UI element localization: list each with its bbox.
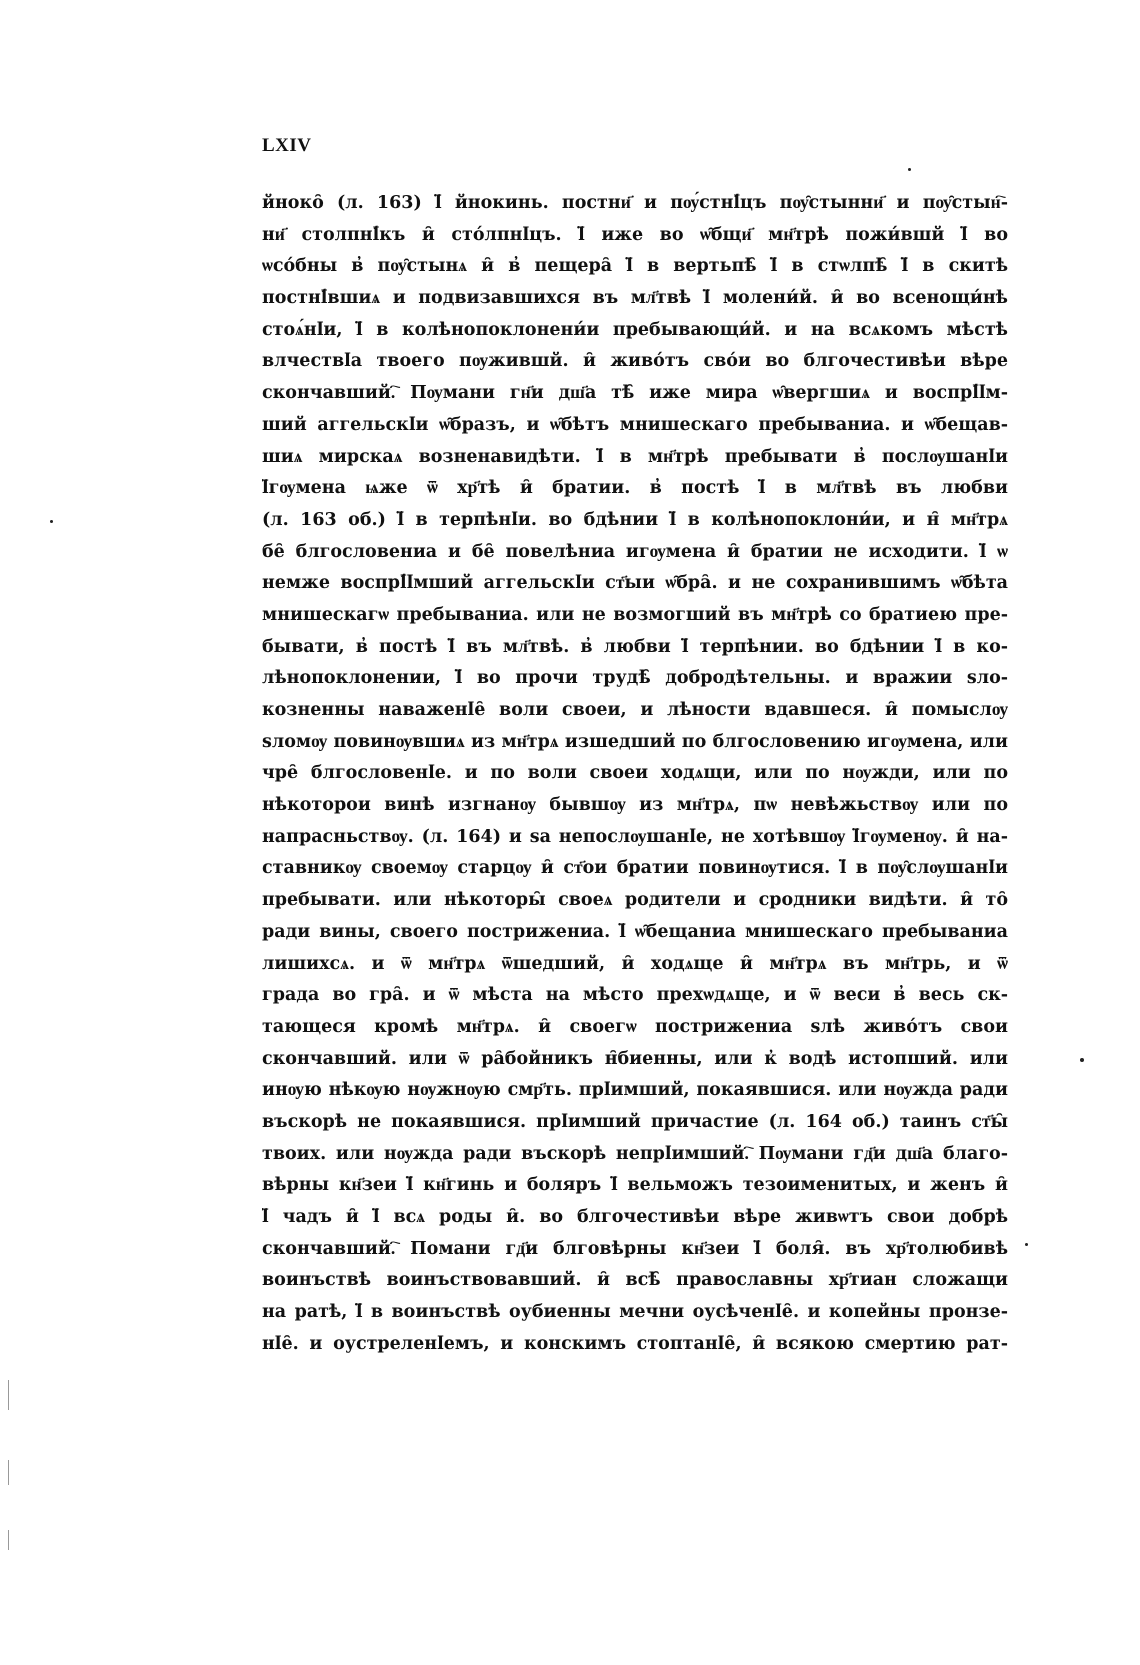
- text-line: бе̑ блгословениа и бе̑ повелѣниа игѹмена и̑ братии не исходити. ӏ̈ ѡ: [262, 541, 1008, 562]
- text-line: ӏ̈ чадъ и̑ ӏ̈ всѧ роды и̑. во блгочестивѣи вѣре живѡтъ свои добрѣ: [262, 1207, 1008, 1227]
- text-line: йноко̑ (л. 163) ӏ̈ йнокинь. постни҃ и пѹ́стнӏ́цъ пѹ̑стынни҃ и пѹ̑стын҇-: [262, 193, 1008, 213]
- text-line: ни҃ столпнӏ́къ и̑ сто́лпнӏцъ. ӏ̈ иже во ѡ̑бщи҃ мн҃трѣ пожи́вшй ӏ̈ во: [262, 224, 1008, 245]
- text-line: влчествӏа твоего пѹжившй. и̑ живо́тъ сво́и во блгочестивѣи вѣре: [262, 351, 1008, 372]
- scan-speck: [1025, 1243, 1028, 1246]
- text-line: козненны наваженӏе̑ воли своеи, и лѣности вдавшеся. и̑ помыслѹ: [262, 700, 1008, 720]
- scan-speck: [1080, 1058, 1084, 1062]
- text-body: [262, 188, 1008, 1360]
- text-line: въскорѣ не покаявшися. прӏимший причастие (л. 164 об.) таинъ ст҃ы̑: [262, 1111, 1008, 1132]
- text-line: на ратѣ, ӏ̈ в воинъствѣ оубиенны мечни оусѣченӏе̑. и копейны пронзе-: [262, 1302, 1008, 1323]
- text-line: стоѧ́нӏи, ӏ̈ в колѣнопоклонени́и пребывающи́й. и на всѧкомъ мѣстѣ: [262, 319, 1008, 340]
- scan-margin-mark: [8, 1460, 9, 1485]
- text-line: немже воспрӏ́ӏмший аггельскӏи ст҃ыи ѡ̑бра̑. и не сохранившимъ ѡ̑бѣта: [262, 573, 1008, 594]
- text-line: бывати, в̓ постѣ ӏ̈ въ мл҃твѣ. в̓ любви ӏ̈ терпѣнии. во бдѣнии ӏ̈ в ко-: [262, 636, 1008, 657]
- text-line: чре̑ блгословенӏе. и по воли своеи ходѧщи, или по нѹжди, или по: [262, 763, 1008, 784]
- text-line: твоих. или нѹжда ради въскорѣ непрӏимший.҇ Пѹмани гд҃и дш҃а благо-: [262, 1143, 1008, 1164]
- text-line: (л. 163 об.) ӏ̈ в терпѣнӏи. во бдѣнии ӏ̈ в колѣнопоклони́и, и н̑ мн҃трѧ: [262, 509, 1008, 530]
- text-line: скончавший.҇ Помани гд҃и блговѣрны кн҃зеи ӏ̈ боля̑. въ хр҃толюбивѣ: [262, 1238, 1008, 1259]
- text-line: напрасньствѹ. (л. 164) и ѕа непослѹшанӏе, не хотѣвшѹ ӏ̈гѹменѹ. и̑ на-: [262, 826, 1008, 847]
- text-line: града во гра̑. и ѿ мѣста на мѣсто прехѡдѧще, и ѿ веси в̓ весь ск-: [262, 985, 1008, 1006]
- page-number: LXIV: [262, 135, 312, 156]
- text-line: постнӏ́вшиѧ и подвизавшихся въ мл҃твѣ ӏ̈ молени́й. и̑ во всенощи́нѣ: [262, 288, 1008, 309]
- scan-speck: [908, 168, 911, 171]
- scan-margin-mark: [8, 1530, 9, 1550]
- text-line: пребывати. или нѣкоторы̑ своеѧ родители и сродники видѣти. и̑ то̑: [262, 890, 1008, 911]
- text-line: шиѧ мирскаѧ возненавидѣти. ӏ̈ в мн҃трѣ пребывати в̓ послѹшанӏи: [262, 446, 1008, 467]
- text-line: ставникѹ своемѹ старцѹ и̑ ст҃ои братии повинѹтися. ӏ̈ в пѹ̑слѹшанӏи: [262, 858, 1008, 879]
- text-line: мнишескагѡ пребываниа. или не возмогший въ мн҃трѣ со братиею пре-: [262, 604, 1008, 625]
- text-line: нӏе̑. и оустреленӏемъ, и конскимъ стоптанӏе̑, и̑ всякою смертию рат-: [262, 1333, 1008, 1354]
- text-line: ӏ̈гѹмена ѩже ѿ хр҃тѣ и̑ братии. в̓ постѣ ӏ̈ в мл҃твѣ въ любви: [262, 478, 1008, 499]
- text-line: ѕломѹ повинѹвшиѧ из мн҃трѧ изшедший по блгословению игѹмена, или: [262, 731, 1008, 752]
- text-line: скончавший. или ѿ ра̑бойникъ н̑биенны, или к̓ водѣ истопший. или: [262, 1048, 1008, 1069]
- scan-speck: [50, 520, 53, 523]
- text-line: ший аггельскӏи ѡ̑бразъ, и ѡ̑бѣтъ мнишескаго пребываниа. и ѡ̑бещав-: [262, 414, 1008, 435]
- text-line: воинъствѣ воинъствовавший. и̑ всѣ̑ православны хр҃тиан сложащи: [262, 1270, 1008, 1291]
- text-line: лѣнопоклонении, ӏ̈ во прочи трудѣ̑ добродѣтельны. и вражии ѕло-: [262, 668, 1008, 689]
- text-line: нѣкоторои винѣ изгнанѹ бывшѹ из мн҃трѧ, пѡ невѣжьствѹ или по: [262, 795, 1008, 816]
- text-line: ради вины, своего пострижениа. ӏ̈ ѡ̑бещаниа мнишескаго пребываниа: [262, 921, 1008, 942]
- text-line: тающеся кромѣ мн҃трѧ. и̑ своегѡ пострижениа ѕлѣ живо́тъ свои: [262, 1016, 1008, 1037]
- text-line: лишихсѧ. и ѿ мн҃трѧ ѿшедший, и̑ ходѧще и̑ мн҃трѧ въ мн҃трь, и ѿ: [262, 953, 1008, 974]
- text-line: скончавший.҇ Пѹмани гн҃и дш҃а тѣ̑ иже мира ѡ̑вергшиѧ и воспрӏ́ӏм-: [262, 383, 1008, 404]
- text-line: инѹю нѣкѹю нѹжнѹю смр҃ть. прӏимший, покаявшися. или нѹжда ради: [262, 1080, 1008, 1101]
- scan-margin-mark: [8, 1380, 9, 1410]
- text-line: ѡсо́бны в̓ пѹ̑стынѧ и̑ в̓ пещера̑ ӏ̈ в вертьпѣ̑ ӏ̈ в стѡлпѣ̑ ӏ̈ в скитѣ: [262, 256, 1008, 277]
- text-line: вѣрны кн҃зеи ӏ̈ кн҃гинь и боляръ ӏ̈ вельможъ тезоименитых, и женъ и̑: [262, 1175, 1008, 1196]
